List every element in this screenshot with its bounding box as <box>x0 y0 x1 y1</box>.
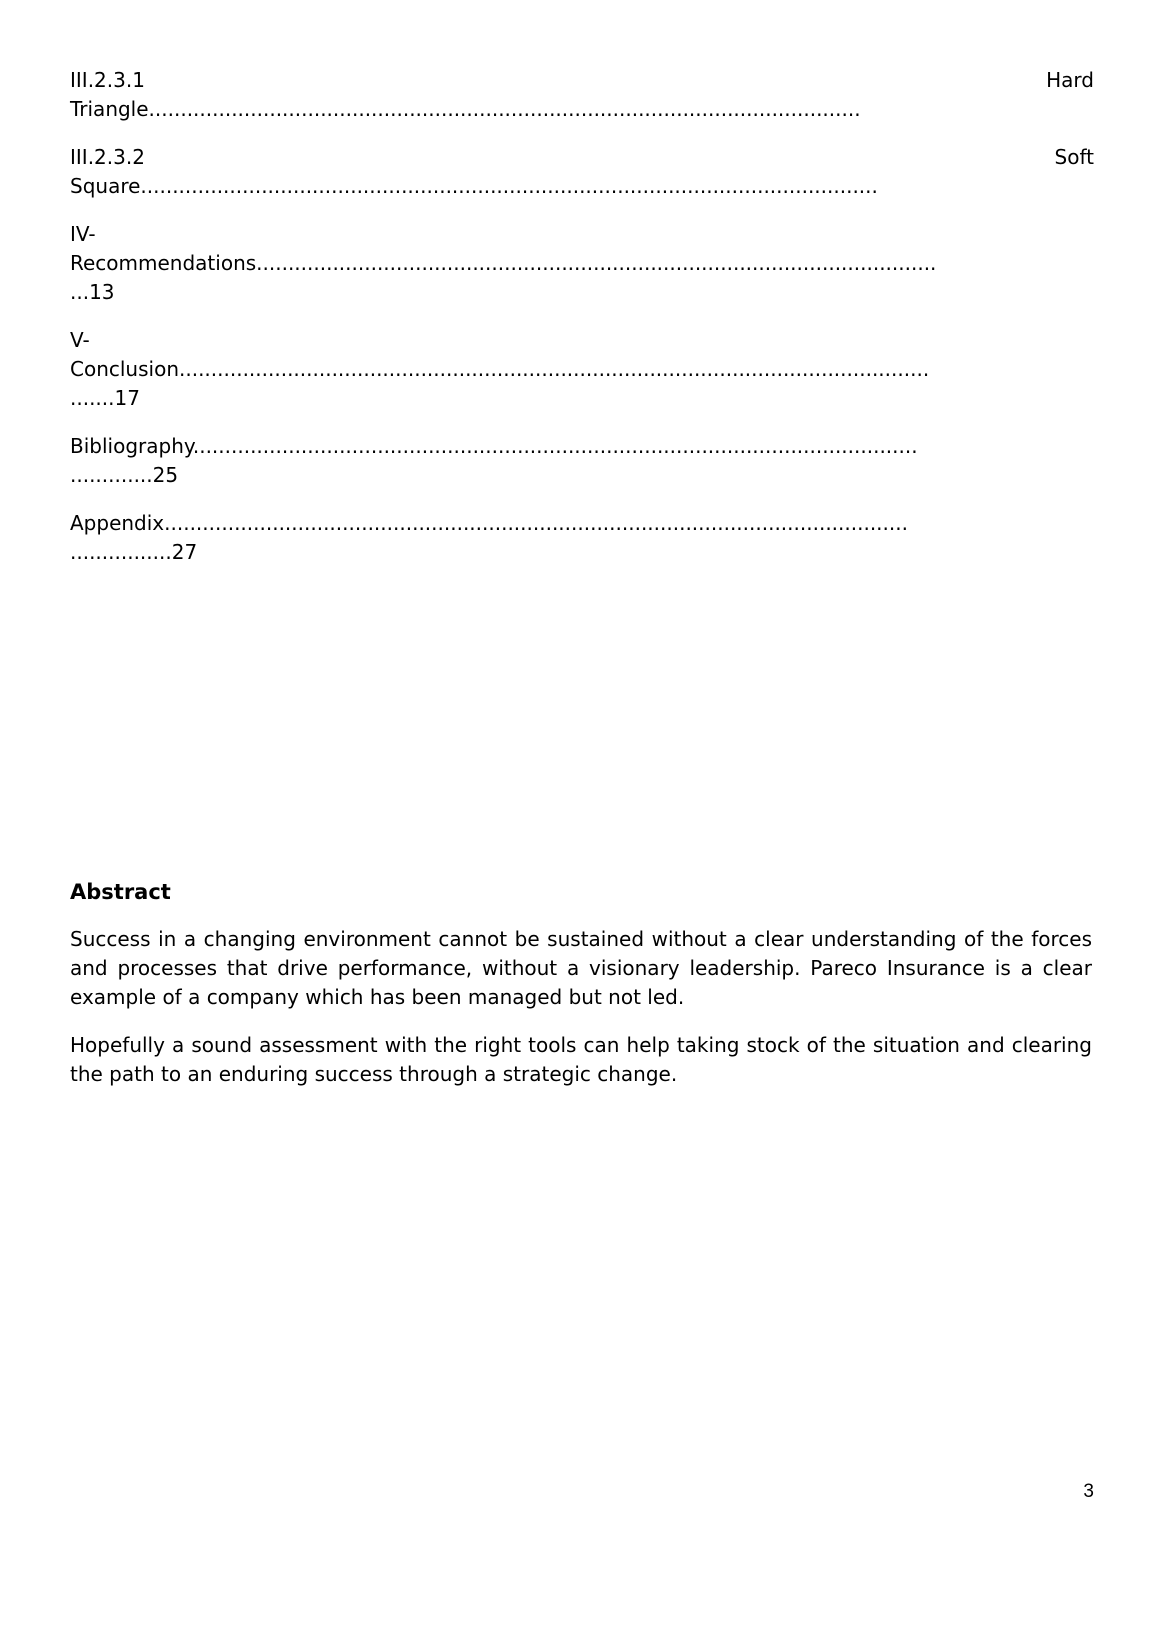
toc-entry-appendix[interactable] <box>70 509 1094 567</box>
toc-entry-title-line: Conclusion...................................................................................................................... <box>70 357 930 381</box>
toc-section-number: IV- <box>70 222 96 246</box>
toc-entry-title-line: Bibliography.................................................................................................................. <box>70 434 918 458</box>
toc-entry-bibliography[interactable] <box>70 432 1094 490</box>
abstract-heading: Abstract <box>70 880 171 904</box>
toc-section-word: Hard <box>1046 68 1094 92</box>
abstract-paragraph: Success in a changing environment cannot be sustained without a clear understanding of the forces and processes that drive performance, without a visionary leadership. Pareco Insurance is a clear example of a company which has been managed but not led. <box>70 927 1092 1009</box>
toc-entry-hard-triangle[interactable] <box>70 66 1094 124</box>
toc-entry-title-line: Appendix..................................................................................................................... <box>70 511 908 535</box>
toc-entry-title-line: Square.................................................................................................................... <box>70 174 878 198</box>
toc-section-number: V- <box>70 328 90 352</box>
toc-page-ref: .......17 <box>70 386 140 410</box>
toc-page-ref: ................27 <box>70 540 198 564</box>
table-of-contents <box>70 66 1094 586</box>
toc-entry-recommendations[interactable] <box>70 220 1094 307</box>
toc-page-ref: ...13 <box>70 280 115 304</box>
toc-entry-soft-square[interactable] <box>70 143 1094 201</box>
toc-entry-title-line: Recommendations........................................................................................................... <box>70 251 937 275</box>
toc-entry-title-line: Triangle................................................................................................................ <box>70 97 861 121</box>
toc-page-ref: .............25 <box>70 463 179 487</box>
toc-entry-conclusion[interactable] <box>70 326 1094 413</box>
toc-entry-heading-line <box>70 143 1094 172</box>
toc-section-number: III.2.3.2 <box>70 145 145 169</box>
toc-section-number: III.2.3.1 <box>70 68 145 92</box>
toc-section-word: Soft <box>1054 145 1094 169</box>
abstract-section <box>70 877 1092 1108</box>
toc-entry-heading-line <box>70 66 1094 95</box>
page-number: 3 <box>1083 1481 1094 1502</box>
abstract-paragraph: Hopefully a sound assessment with the right tools can help taking stock of the situation and clearing the path to an enduring success through a strategic change. <box>70 1033 1092 1086</box>
